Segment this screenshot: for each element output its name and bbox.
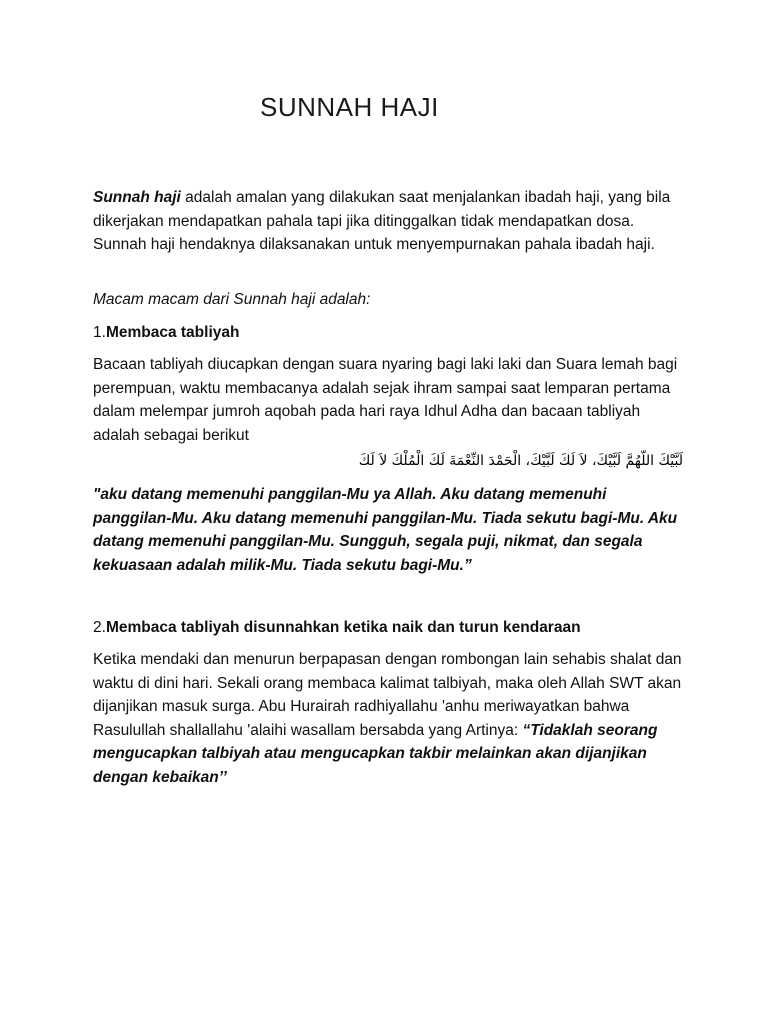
intro-text: adalah amalan yang dilakukan saat menjalankan ibadah haji, yang bila dikerjakan mendapatkan pahala tapi jika ditinggalkan tidak mendapatkan dosa. Sunnah haji hendaknya dilaksanakan untuk menyempurnakan pahala ibadah haji. (93, 189, 671, 253)
talbiyah-translation-quote: "aku datang memenuhi panggilan-Mu ya Allah. Aku datang memenuhi panggilan-Mu. Aku datang memenuhi panggilan-Mu. Tiada sekutu bagi-Mu. Aku datang memenuhi panggilan-Mu. Sungguh, segala puji, nikmat, dan segala kekuasaan adalah milik-Mu. Tiada sekutu bagi-Mu.” (93, 486, 678, 574)
section-2-heading (93, 616, 683, 640)
arabic-talbiyah-text: لَبَّيْكَ اللَّهُمَّ لَبَّيْكَ، لاَ لَكَ لَبَّيْكَ، الْحَمْدَ النِّعْمَةَ لَكَ الْمُلْكَ لاَ لَكَ (358, 453, 683, 469)
section-2-number: 2. (93, 619, 106, 636)
macam-line: Macam macam dari Sunnah haji adalah: (93, 291, 371, 308)
intro-paragraph (93, 186, 683, 257)
section-1-title: Membaca tabliyah (105, 324, 240, 341)
section-1-number: 1. (93, 324, 106, 341)
section-2-text: Ketika mendaki dan menurun berpapasan dengan rombongan lain sehabis shalat dan waktu di dini hari. Sekali orang membaca kalimat talbiyah, maka oleh Allah SWT akan dijanjikan masuk surga. Abu Hurairah radhiyallahu 'anhu meriwayatkan bahwa Rasulullah shallallahu 'alaihi wasallam bersabda yang Artinya: (93, 651, 682, 739)
page-title: SUNNAH HAJI (260, 92, 439, 122)
section-2-title: Membaca tabliyah disunnahkan ketika naik dan turun kendaraan (105, 619, 581, 636)
section-1-paragraph: Bacaan tabliyah diucapkan dengan suara nyaring bagi laki laki dan Suara lemah bagi perempuan, waktu membacanya adalah sejak ihram sampai saat lemparan pertama dalam melempar jumroh aqobah pada hari raya Idhul Adha dan bacaan tabliyah adalah sebagai berikut (93, 356, 678, 444)
section-1-heading (93, 321, 683, 345)
intro-term: Sunnah haji (93, 189, 181, 206)
section-2-quote: “Tidaklah seorang mengucapkan talbiyah atau mengucapkan takbir melainkan akan dijanjikan dengan kebaikan’’ (93, 721, 658, 786)
section-2-paragraph (93, 648, 683, 789)
